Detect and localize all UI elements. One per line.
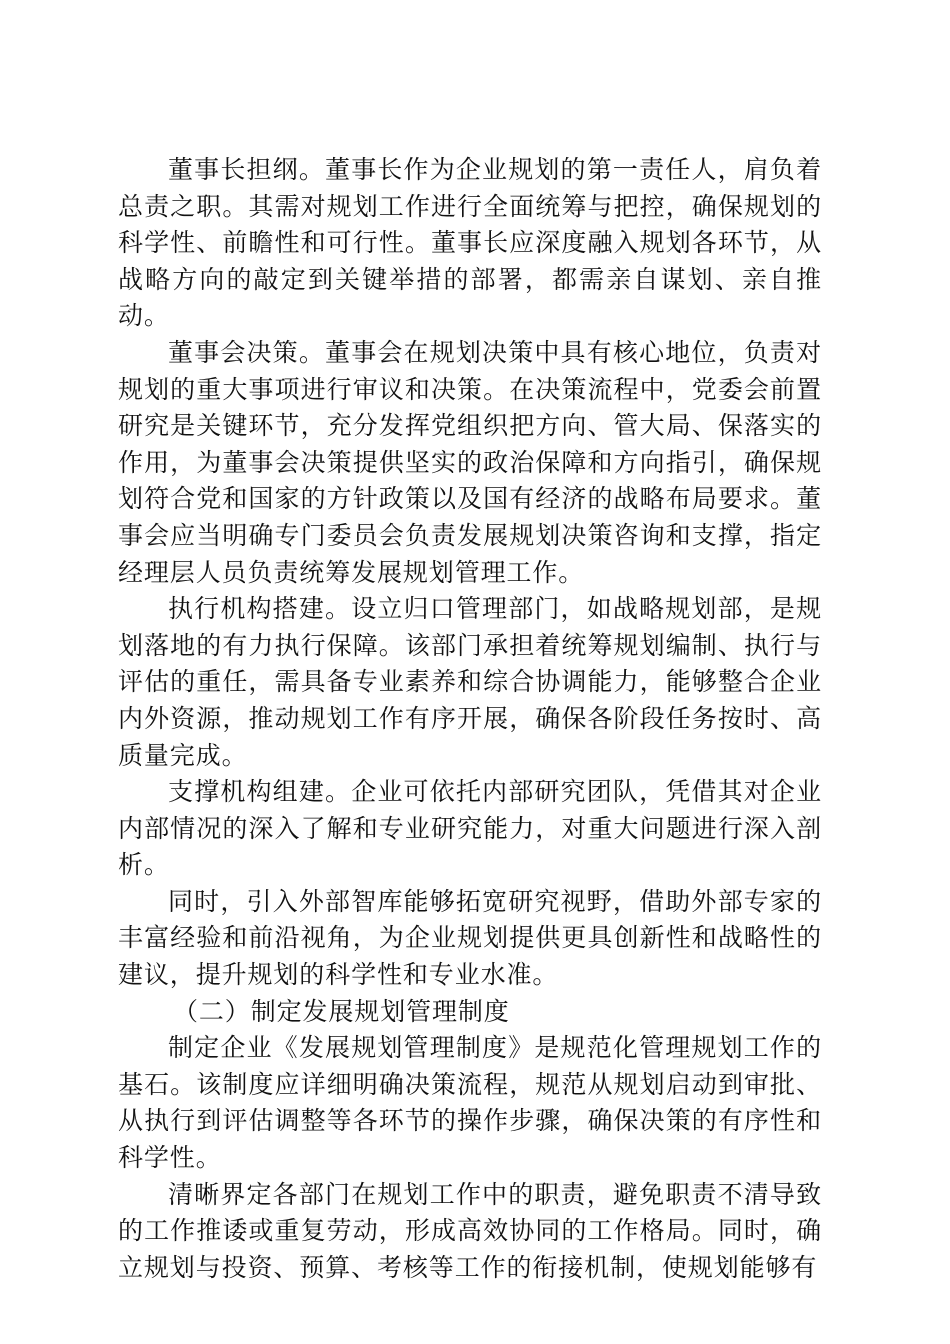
paragraph-external-think-tank: 同时，引入外部智库能够拓宽研究视野，借助外部专家的丰富经验和前沿视角，为企业规划提供更具创新性和战略性的建议，提升规划的科学性和专业水准。 — [118, 886, 822, 990]
paragraph-board-decision: 董事会决策。董事会在规划决策中具有核心地位，负责对规划的重大事项进行审议和决策。在决策流程中，党委会前置研究是关键环节，充分发挥党组织把方向、管大局、保落实的作用，为董事会决策提供坚实的政治保障和方向指引，确保规划符合党和国家的方针政策以及国有经济的战略布局要求。董事会应当明确专门委员会负责发展规划决策咨询和支撑，指定经理层人员负责统筹发展规划管理工作。 — [118, 337, 822, 587]
paragraph-chairman: 董事长担纲。董事长作为企业规划的第一责任人，肩负着总责之职。其需对规划工作进行全面统筹与把控，确保规划的科学性、前瞻性和可行性。董事长应深度融入规划各环节，从战略方向的敲定到关键举措的部署，都需亲自谋划、亲自推动。 — [118, 155, 822, 331]
paragraph-responsibilities: 清晰界定各部门在规划工作中的职责，避免职责不清导致的工作推诿或重复劳动，形成高效协同的工作格局。同时，确立规划与投资、预算、考核等工作的衔接机制，使规划能够有 — [118, 1179, 822, 1282]
paragraph-management-system: 制定企业《发展规划管理制度》是规范化管理规划工作的基石。该制度应详细明确决策流程，规范从规划启动到审批、从执行到评估调整等各环节的操作步骤，确保决策的有序性和科学性。 — [118, 1033, 822, 1173]
paragraph-execution-body: 执行机构搭建。设立归口管理部门，如战略规划部，是规划落地的有力执行保障。该部门承担着统筹规划编制、执行与评估的重任，需具备专业素养和综合协调能力，能够整合企业内外资源，推动规划工作有序开展，确保各阶段任务按时、高质量完成。 — [118, 594, 822, 770]
paragraph-support-body: 支撑机构组建。企业可依托内部研究团队，凭借其对企业内部情况的深入了解和专业研究能力，对重大问题进行深入剖析。 — [118, 777, 822, 880]
section-heading: （二）制定发展规划管理制度 — [173, 996, 510, 1026]
document-page — [118, 152, 822, 1286]
